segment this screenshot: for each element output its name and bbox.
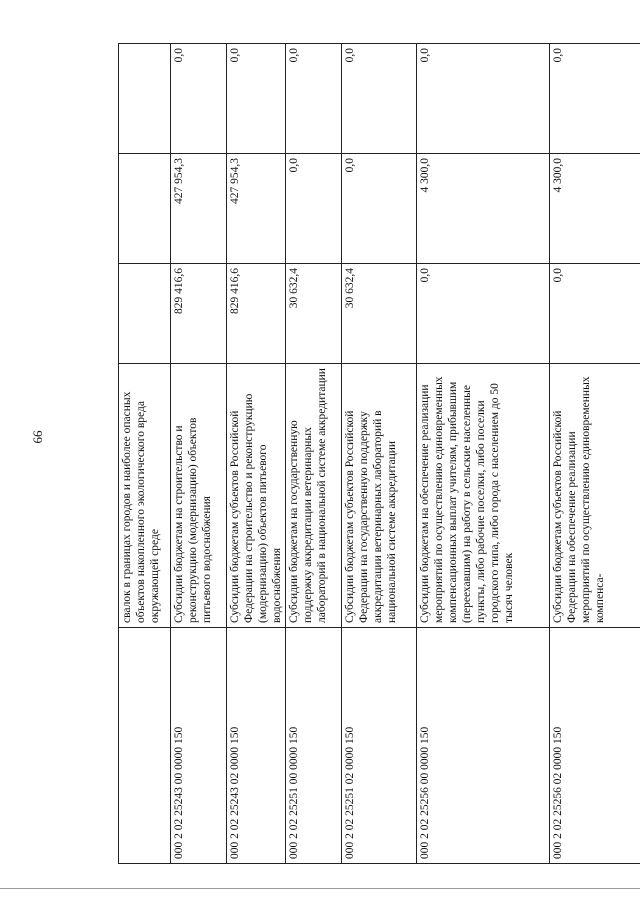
value-cell-3: 0,0 (417, 44, 550, 154)
value-cell-2: 0,0 (286, 154, 342, 264)
rotated-table-container (118, 44, 640, 864)
value-cell-1: 0,0 (550, 264, 640, 364)
table-row (119, 44, 171, 864)
table-row (286, 44, 342, 864)
table-row (342, 44, 417, 864)
table-row (171, 44, 227, 864)
name-cell: Субсидии бюджетам субъектов Российской Федерации на строительство и реконструкцию (модернизацию) объектов питьевого водоснабжения (227, 364, 286, 628)
value-cell-2: 4 300,0 (550, 154, 640, 264)
value-cell-3 (119, 44, 171, 154)
name-cell: Субсидии бюджетам субъектов Российской Федерации на государственную поддержку аккредитации ветеринарных лабораторий в национальной системе аккредитации (342, 364, 417, 628)
value-cell-2: 4 300,0 (417, 154, 550, 264)
value-cell-1: 829 416,6 (171, 264, 227, 364)
value-cell-3: 0,0 (227, 44, 286, 154)
name-cell: свалок в границах городов и наиболее опасных объектов накопленного экологического вреда окружающей среде (119, 364, 171, 628)
value-cell-3: 0,0 (550, 44, 640, 154)
name-cell: Субсидии бюджетам субъектов Российской Федерации на обеспечение реализации мероприятий по осуществлению единовременных компенса- (550, 364, 640, 628)
budget-code-cell: 000 2 02 25243 00 0000 150 (171, 628, 227, 864)
value-cell-1: 30 632,4 (342, 264, 417, 364)
budget-code-cell: 000 2 02 25256 02 0000 150 (550, 628, 640, 864)
value-cell-1: 829 416,6 (227, 264, 286, 364)
budget-code-cell: 000 2 02 25251 02 0000 150 (342, 628, 417, 864)
value-cell-3: 0,0 (171, 44, 227, 154)
value-cell-2: 427 954,3 (227, 154, 286, 264)
budget-code-cell: 000 2 02 25243 02 0000 150 (227, 628, 286, 864)
value-cell-1 (119, 264, 171, 364)
value-cell-1: 0,0 (417, 264, 550, 364)
table-row (227, 44, 286, 864)
budget-table (118, 43, 640, 864)
budget-code-cell: 000 2 02 25251 00 0000 150 (286, 628, 342, 864)
value-cell-2 (119, 154, 171, 264)
value-cell-3: 0,0 (286, 44, 342, 154)
name-cell: Субсидии бюджетам на обеспечение реализации мероприятий по осуществлению единовременных компенсационных выплат учителям, прибывшим (переехавшим) на работу в сельские населенные пункты, либо рабочие поселки, либо поселки городского типа, либо города с населением до 50 тысяч человек (417, 364, 550, 628)
name-cell: Субсидии бюджетам на государственную поддержку аккредитации ветеринарных лабораторий в национальной системе аккредитации (286, 364, 342, 628)
budget-code-cell (119, 628, 171, 864)
value-cell-1: 30 632,4 (286, 264, 342, 364)
table-row (417, 44, 550, 864)
value-cell-2: 0,0 (342, 154, 417, 264)
table-row (550, 44, 640, 864)
page-bottom-rule (0, 888, 640, 889)
page-number: 66 (30, 430, 45, 444)
budget-code-cell: 000 2 02 25256 00 0000 150 (417, 628, 550, 864)
name-cell: Субсидии бюджетам на строительство и реконструкцию (модернизацию) объектов питьевого водоснабжения (171, 364, 227, 628)
value-cell-2: 427 954,3 (171, 154, 227, 264)
value-cell-3: 0,0 (342, 44, 417, 154)
